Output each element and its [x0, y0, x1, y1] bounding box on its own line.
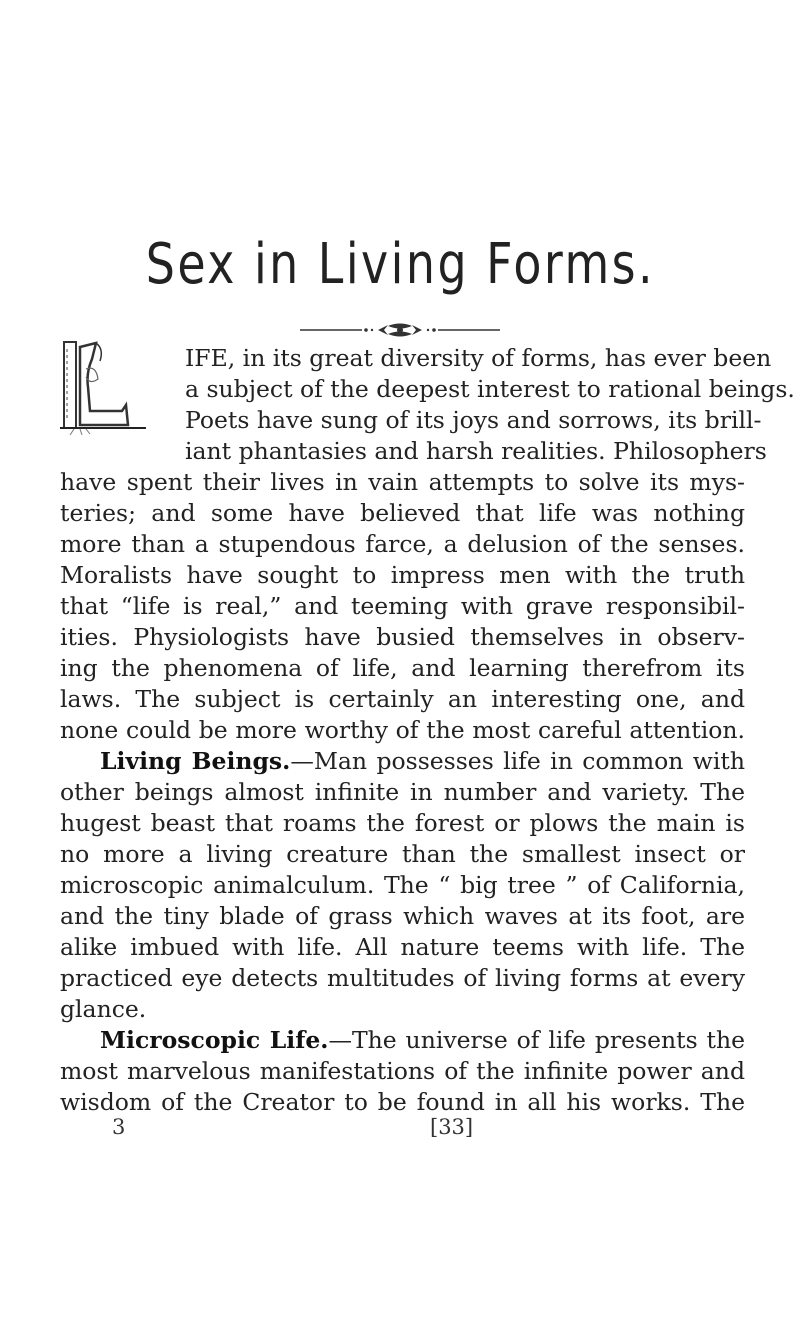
body-line: practiced eye detects multitudes of living forms at every: [60, 964, 745, 992]
body-line: have spent their lives in vain attempts to solve its mys-: [60, 468, 745, 496]
body-line: iant phantasies and harsh realities. Philosophers: [185, 437, 767, 465]
body-text: —The universe of life presents the: [328, 1026, 745, 1054]
section-heading-microscopic-life: Microscopic Life.: [100, 1026, 329, 1054]
body-line: hugest beast that roams the forest or plows the main is: [60, 809, 745, 837]
body-line: more than a stupendous farce, a delusion of the senses.: [60, 530, 745, 558]
chapter-title: Sex in Living Forms.: [145, 232, 656, 297]
body-line: ing the phenomena of life, and learning therefrom its: [60, 654, 745, 682]
signature-mark: 3: [112, 1115, 126, 1139]
section-line: [100, 1025, 745, 1056]
body-line: other beings almost infinite in number and variety. The: [60, 778, 745, 806]
body-line: Poets have sung of its joys and sorrows, its brill-: [185, 406, 762, 434]
body-line: glance.: [60, 995, 147, 1023]
body-line: Moralists have sought to impress men with the truth: [60, 561, 745, 589]
body-line: alike imbued with life. All nature teems with life. The: [60, 933, 745, 961]
body-line: laws. The subject is certainly an interesting one, and: [60, 685, 745, 713]
body-line: most marvelous manifestations of the infinite power and: [60, 1057, 745, 1085]
body-line: ities. Physiologists have busied themselves in observ-: [60, 623, 745, 651]
body-line: microscopic animalculum. The “ big tree ” of California,: [60, 871, 745, 899]
ornamental-initial-L-icon: [60, 339, 146, 435]
body-line: IFE, in its great diversity of forms, has ever been: [185, 344, 772, 372]
body-line: and the tiny blade of grass which waves at its foot, are: [60, 902, 745, 930]
page-number: [33]: [430, 1115, 474, 1139]
body-line: a subject of the deepest interest to rational beings.: [185, 375, 795, 403]
body-line: wisdom of the Creator to be found in all his works. The: [60, 1088, 745, 1116]
body-line: teries; and some have believed that life was nothing: [60, 499, 745, 527]
body-line: that “life is real,” and teeming with grave responsibil-: [60, 592, 745, 620]
body-line: no more a living creature than the smallest insect or: [60, 840, 745, 868]
body-text: —Man possesses life in common with: [290, 747, 745, 775]
decorative-rule-ornament-icon: [300, 323, 500, 337]
section-line: [100, 746, 745, 777]
body-line: none could be more worthy of the most careful attention.: [60, 716, 745, 744]
section-heading-living-beings: Living Beings.: [100, 747, 291, 775]
